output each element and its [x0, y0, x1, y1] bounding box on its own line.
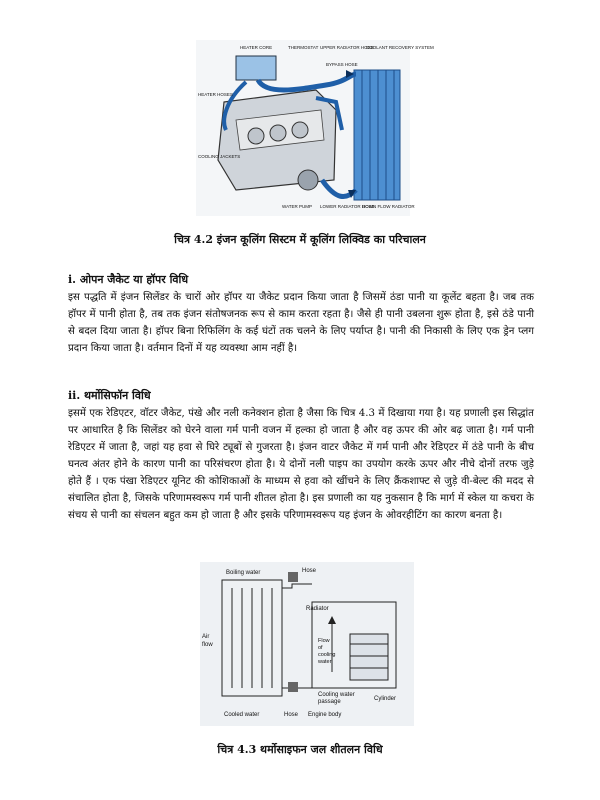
section-heading-open-jacket: i. ओपन जैकेट या हॉपर विधि — [68, 273, 189, 286]
label-hose: Hose — [302, 568, 317, 574]
engine-cooling-system-illustration — [196, 40, 434, 216]
label-cooled-water: Cooled water — [224, 712, 260, 718]
label-flow-of-cooling-water-4: water — [318, 659, 332, 665]
label-bypass-hose: BYPASS HOSE — [326, 62, 358, 67]
label-engine-body: Engine body — [308, 712, 342, 718]
thermosiphon-cooling-diagram — [200, 562, 414, 726]
section-body-thermosiphon: इसमें एक रेडिएटर, वॉटर जैकेट, पंखे और नली कनेक्शन होता है जैसा कि चित्र 4.3 में दिखाया गया है। यह प्रणाली इस सिद्धांत पर आधारित है कि सिलेंडर को घेरने वाला गर्म पानी वजन में हल्का हो जाता है और वह ऊपर की ओर बढ़ जाता है। गर्म पानी रेडिएटर में जाता है, जहां यह हवा से घिरे ट्यूबों से गुजरता है। इंजन वाटर जैकेट में गर्म पानी और रेडिएटर में ठंडे पानी के बीच घनत्व अंतर होने के कारण पानी का परिसंचरण होता है। ये दोनों नली पाइप का उपयोग करके ऊपर और नीचे दोनों तरफ जुड़े होते हैं । एक पंखा रेडिएटर यूनिट की कोशिकाओं के माध्यम से हवा को खींचने के लिए क्रैंकशाफ्ट से जुड़े वी-बेल्ट की मदद से संचालित होता है, जिसके परिणामस्वरूप गर्म पानी शीतल होता है। इस प्रणाली का यह नुकसान है कि मार्ग में स्केल या कचरा के संचय से पानी का संचलन बहुत कम हो जाता है और इसके परिणामस्वरूप यह इंजन के ओवरहीटिंग का कारण बनता है। — [68, 408, 534, 521]
label-radiator: Radiator — [306, 606, 329, 612]
label-air: Air — [202, 634, 210, 640]
section-heading-thermosiphon: ii. थर्मोसिफॉन विधि — [68, 389, 151, 402]
label-lower-radiator-hose: LOWER RADIATOR HOSE — [320, 204, 375, 209]
figure-4-3-caption: चित्र 4.3 थर्मोसाइफन जल शीतलन विधि — [217, 743, 383, 756]
label-boiling-water: Boiling water — [226, 570, 261, 576]
label-water-pump: WATER PUMP — [282, 204, 312, 209]
label-cooling-water-passage-1: Cooling water — [318, 692, 355, 698]
label-flow-of-cooling-water-3: cooling — [318, 652, 336, 658]
label-cooling-jackets: COOLING JACKETS — [198, 154, 241, 159]
label-heater-core: HEATER CORE — [240, 45, 273, 50]
label-coolant-recovery-system: COOLANT RECOVERY SYSTEM — [366, 45, 434, 50]
label-cylinder: Cylinder — [374, 696, 397, 702]
label-heater-hoses: HEATER HOSES — [198, 92, 233, 97]
label-hose-bottom: Hose — [284, 712, 299, 718]
label-upper-radiator-hose: UPPER RADIATOR HOSE — [320, 45, 374, 50]
label-flow-of-cooling-water-2: of — [318, 645, 323, 651]
label-down-flow-radiator: DOWN FLOW RADIATOR — [362, 204, 415, 209]
figure-4-2-caption: चित्र 4.2 इंजन कूलिंग सिस्टम में कूलिंग लिक्विड का परिचालन — [174, 233, 426, 246]
label-flow-of-cooling-water-1: Flow — [318, 638, 330, 644]
label-thermostat: THERMOSTAT — [288, 45, 319, 50]
label-cooling-water-passage-2: passage — [318, 699, 341, 705]
label-flow: flow — [202, 642, 213, 648]
section-body-open-jacket: इस पद्धति में इंजन सिलेंडर के चारों ओर हॉपर या जैकेट प्रदान किया जाता है जिसमें ठंडा पानी या कूलेंट बहता है। जब तक हॉपर में पानी होता है, तब तक इंजन संतोषजनक रूप से काम करता रहता है। जैसे ही पानी उबलना शुरू होता है, इसे ठंडे पानी से बदल दिया जाता है। हॉपर बिना रिफिलिंग के कई घंटों तक चलने के लिए पर्याप्त है। पानी की निकासी के लिए एक ड्रेन प्लग प्रदान किया जाता है। वर्तमान दिनों में यह व्यवस्था आम नहीं है। — [68, 292, 534, 354]
